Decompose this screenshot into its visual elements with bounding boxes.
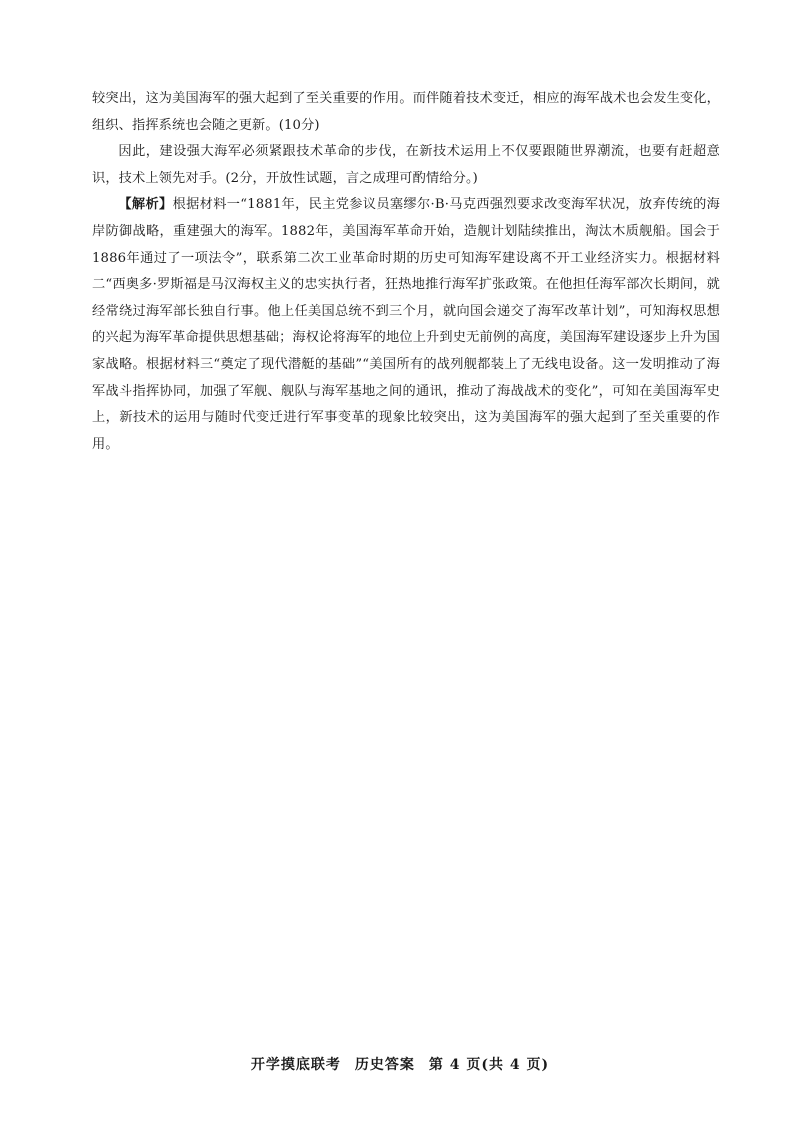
paragraph-analysis: [92, 192, 720, 458]
footer-page-number: 第 4 页(共 4 页): [428, 1057, 550, 1073]
analysis-body: 根据材料一“1881年，民主党参议员塞缪尔·B·马克西强烈要求改变海军状况，放弃传统的海岸防御战略，重建强大的海军。1882年，美国海军革命开始，造舰计划陆续推出，淘汰木质舰船。国会于1886年通过了一项法令”，联系第二次工业革命时期的历史可知海军建设离不开工业经济实力。根据材料二“西奥多·罗斯福是马汉海权主义的忠实执行者，狂热地推行海军扩张政策。在他担任海军部次长期间，就经常绕过海军部长独自行事。他上任美国总统不到三个月，就向国会递交了海军改革计划”，可知海权思想的兴起为海军革命提供思想基础；海权论将海军的地位上升到史无前例的高度，美国海军建设逐步上升为国家战略。根据材料三“奠定了现代潜艇的基础”“美国所有的战列舰都装上了无线电设备。这一发明推动了海军战斗指挥协同，加强了军舰、舰队与海军基地之间的通讯，推动了海战战术的变化”，可知在美国海军史上，新技术的运用与随时代变迁进行军事变革的现象比较突出，这为美国海军的强大起到了至关重要的作用。: [92, 197, 720, 452]
answer-text-body: [92, 86, 720, 458]
analysis-label: 【解析】: [118, 197, 173, 213]
paragraph-continuation: 较突出，这为美国海军的强大起到了至关重要的作用。而伴随着技术变迁，相应的海军战术也会发生变化，组织、指挥系统也会随之更新。(10分): [92, 91, 720, 133]
footer-subject: 历史答案: [354, 1057, 415, 1073]
paragraph-conclusion: 因此，建设强大海军必须紧跟技术革命的步伐，在新技术运用上不仅要跟随世界潮流，也要有赶超意识，技术上领先对手。(2分，开放性试题，言之成理可酌情给分。): [92, 144, 720, 186]
footer-exam-name: 开学摸底联考: [250, 1057, 341, 1073]
page-footer: [0, 1054, 800, 1074]
